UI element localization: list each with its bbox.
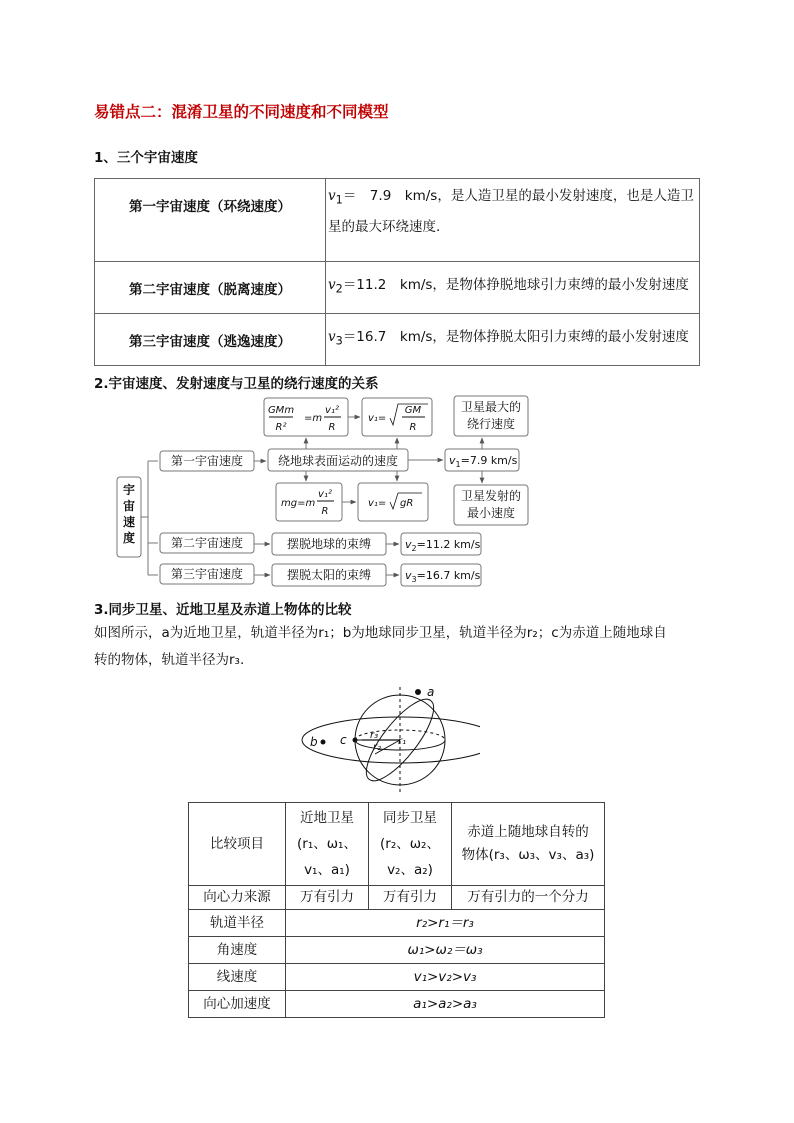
table-row: 向心力来源 万有引力 万有引力 万有引力的一个分力 [189,886,605,910]
row-desc: $v_3=16.7$ km/s，是物体挣脱太阳引力束缚的最小发射速度 [326,314,700,366]
f1-m: =m [304,413,323,424]
intro-text: 如图所示，a为近地卫星，轨道半径为r₁；b为地球同步卫星，轨道半径为r₂；c为赤道上随地球自 转的物体，轨道半径为r₃. [94,625,667,668]
f4-v1: v₁= [368,498,387,509]
max-line1: 卫星最大的 [460,400,522,414]
f1-den: R² [275,422,287,433]
object-c [353,738,358,743]
table-row [95,314,700,366]
v3-text: $v_3=16.7$ km/s [405,569,481,584]
f2-gm: GM [404,405,422,416]
escape-velocity-table [94,178,700,366]
table-row: 轨道半径 r₂>r₁＝r₃ [189,910,605,937]
max-line2: 绕行速度 [466,417,516,431]
f2-v1: v₁= [368,413,387,424]
section3-heading: 3.同步卫星、近地卫星及赤道上物体的比较 [94,602,352,618]
table-row [95,262,700,314]
label-r2: r₂ [373,742,382,753]
root-char: 速 [122,515,136,529]
section1-heading: 1、三个宇宙速度 [94,150,198,166]
f3-r: R [321,506,329,517]
header-cell: 赤道上随地球自转的 物体(r₃、ω₃、v₃、a₃) [452,803,605,886]
section2-heading: 2.宇宙速度、发射速度与卫星的绕行速度的关系 [94,376,379,392]
table-row: 角速度 ω₁>ω₂＝ω₃ [189,937,605,964]
table-row: 线速度 v₁>v₂>v₃ [189,964,605,991]
root-char: 度 [122,531,136,545]
escape-sun-label: 摆脱太阳的束缚 [286,568,372,582]
f3-mg: mg=m [281,498,316,509]
third-label: 第三宇宙速度 [170,567,244,581]
row-name: 第三宇宙速度（逃逸速度） [95,314,326,366]
label-r3: r₃ [370,730,379,741]
header-cell: 比较项目 [189,803,286,886]
around-label: 绕地球表面运动的速度 [277,454,399,468]
v1-text: $v_1=7.9$ km/s [449,454,518,469]
row-name: 第一宇宙速度（环绕速度） [95,179,326,262]
label-c: c [340,733,347,747]
v2-text: $v_2=11.2$ km/s [405,538,481,553]
label-a: a [427,685,435,699]
table-row: 向心加速度 a₁>a₂>a₃ [189,991,605,1018]
header-cell: 同步卫星 (r₂、ω₂、 v₂、a₂) [369,803,452,886]
label-r1: r₁ [398,736,407,747]
page-title: 易错点二：混淆卫星的不同速度和不同模型 [94,103,389,121]
orbit-figure [300,682,480,792]
row-desc: $v_2=11.2$ km/s，是物体挣脱地球引力束缚的最小发射速度 [326,262,700,314]
root-char: 宇 [122,483,136,497]
f1-r: R [328,422,336,433]
f1-vsq: v₁² [325,405,339,416]
f2-r: R [409,422,417,433]
f4-gr: gR [400,498,414,509]
row-name: 第二宇宙速度（脱离速度） [95,262,326,314]
row-desc: $v_1=$ 7.9 km/s，是人造卫星的最小发射速度，也是人造卫 星的最大环绕速度. [326,179,700,262]
velocity-flowchart [0,390,794,590]
table-row [189,803,605,886]
f1-num: GMm [267,405,295,416]
root-char: 宙 [122,499,136,513]
f3-vsq: v₁² [318,489,332,500]
min-line2: 最小速度 [466,506,516,520]
min-line1: 卫星发射的 [460,489,522,503]
first-label: 第一宇宙速度 [170,454,244,468]
label-b: b [310,735,318,749]
header-cell: 近地卫星 (r₁、ω₁、 v₁、a₁) [286,803,369,886]
table-row [95,179,700,262]
satellite-a [415,689,421,695]
second-label: 第二宇宙速度 [170,536,244,550]
escape-earth-label: 摆脱地球的束缚 [286,537,372,551]
satellite-b [321,740,326,745]
comparison-table [188,802,605,1018]
